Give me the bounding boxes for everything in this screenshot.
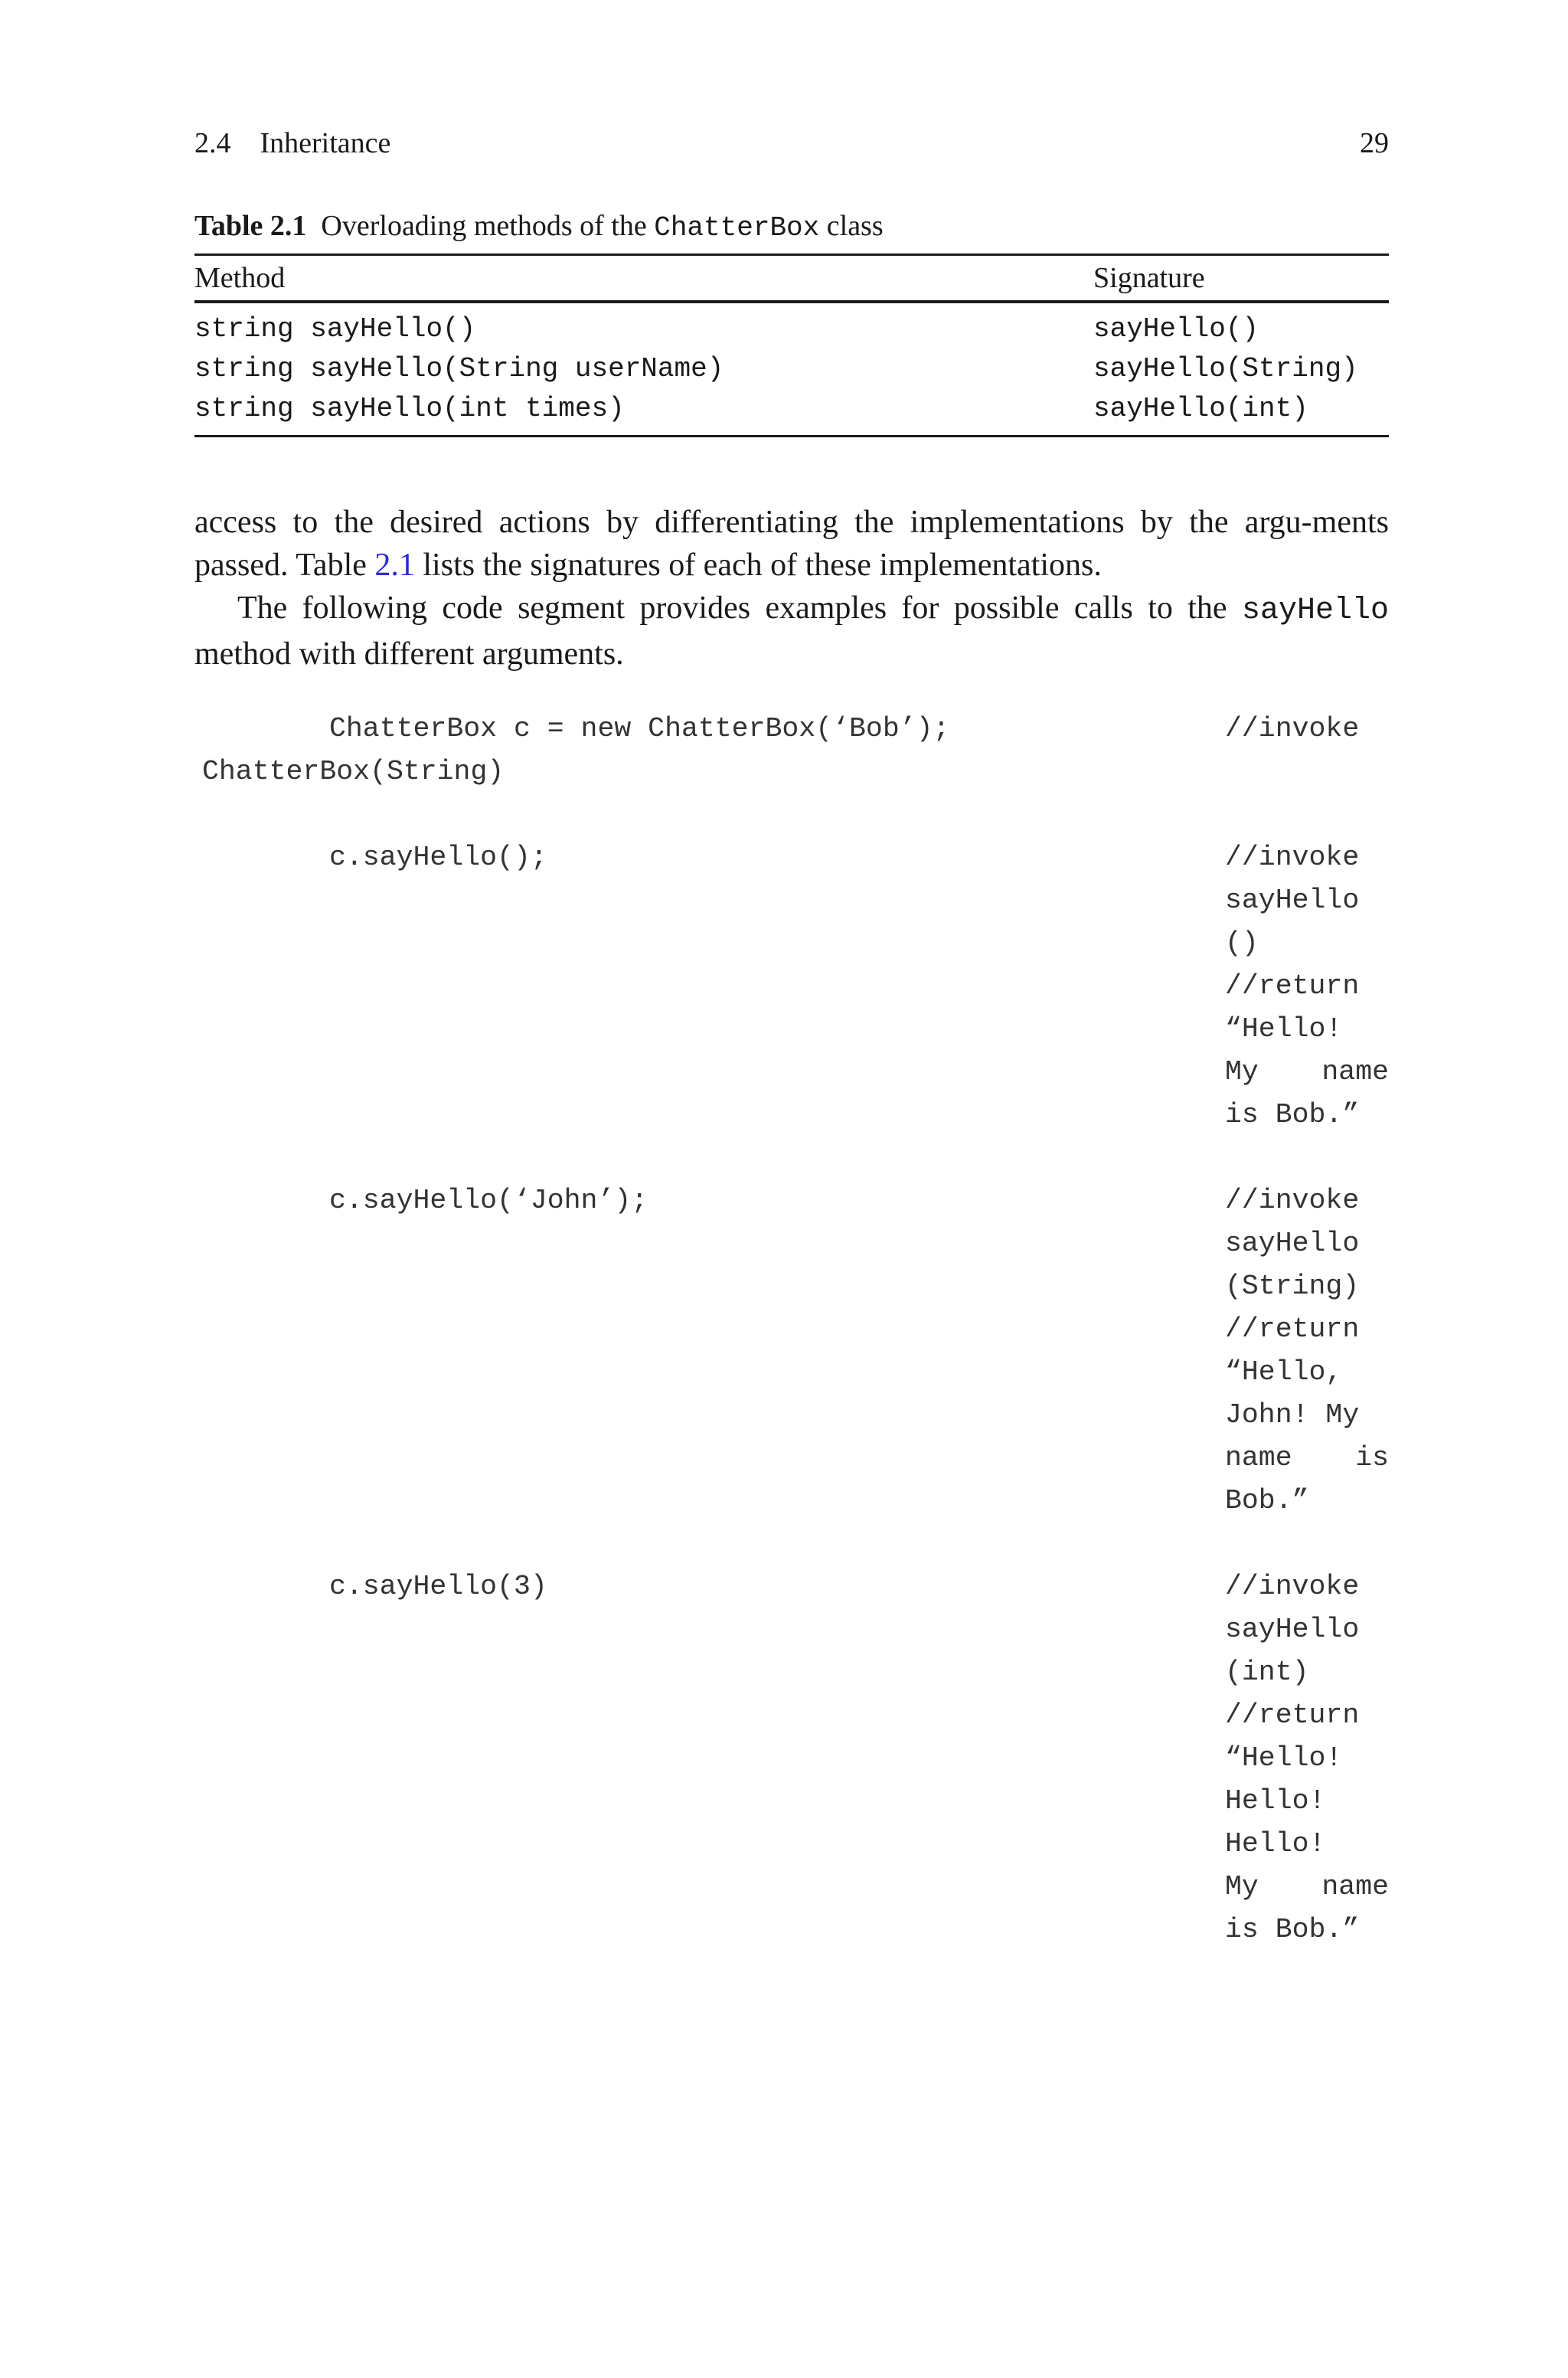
code-line [194,836,1389,1137]
code-comment [1225,836,1389,1137]
table-cell-signature: sayHello() [1093,313,1259,345]
comment-line: sayHello [1225,1228,1360,1259]
code-line [194,1565,1389,1951]
page-number: 29 [1360,127,1389,159]
code-comment [1225,1565,1389,1951]
table-cell-method: string sayHello(String userName) [194,353,724,384]
comment-line: is Bob.” [1225,1914,1360,1945]
comment-line: My name [1225,1056,1389,1088]
comment-line: “Hello, [1225,1356,1343,1388]
comment-line: //invoke [1225,842,1360,873]
comment-line: “Hello! [1225,1742,1343,1774]
comment-line: //invoke [1225,713,1360,744]
code-comment [1225,708,1389,751]
table-caption-label: Table 2.1 [194,210,307,242]
comment-line: (String) [1225,1271,1360,1302]
comment-line: //return [1225,1699,1360,1731]
comment-line: John! My [1225,1399,1360,1431]
table-caption-text: Overloading methods of the [321,210,647,242]
paragraph [194,587,1389,675]
section-title: Inheritance [260,127,391,159]
comment-line: Hello! [1225,1785,1326,1817]
comment-line: //return [1225,1313,1360,1345]
table-caption [194,207,1389,247]
code-statement: c.sayHello(‘John’); [329,1185,648,1216]
code-line [194,1179,1389,1523]
code-continuation: ChatterBox(String) [202,756,505,787]
table-header-row [194,255,1389,303]
signature-table [194,254,1389,437]
running-header [194,124,1389,162]
comment-line: “Hello! [1225,1013,1343,1045]
inline-code: sayHello [1241,594,1389,628]
code-line [194,708,1389,793]
comment-line: sayHello [1225,885,1360,916]
table-cell-method: string sayHello(int times) [194,389,1093,437]
code-comment [1225,1179,1389,1523]
paragraph-text: method with different arguments. [194,636,624,672]
column-header-signature: Signature [1093,255,1389,303]
comment-line: Bob.” [1225,1485,1309,1516]
comment-line: My name [1225,1871,1389,1902]
table-cell-signature: sayHello(int) [1093,389,1389,437]
table-2-1 [194,207,1389,437]
table-row [194,349,1389,389]
table-row [194,389,1389,437]
paragraph-text: The following code segment provides examples for possible calls to the [237,590,1242,626]
paragraph-text: lists the signatures of each of these implementations. [414,548,1102,583]
comment-line: () [1225,927,1259,959]
code-statement: c.sayHello(); [329,842,547,873]
body-text [194,501,1389,675]
table-row [194,302,1389,349]
table-reference-link[interactable]: 2.1 [374,548,415,583]
code-statement: c.sayHello(3) [329,1571,547,1602]
running-header-section [194,124,390,162]
table-caption-code: ChatterBox [654,212,820,244]
comment-line: //invoke [1225,1571,1360,1602]
comment-line: //invoke [1225,1185,1360,1216]
table-cell-signature: sayHello(String) [1093,353,1358,384]
comment-line: name is [1225,1442,1389,1474]
section-number: 2.4 [194,127,231,159]
paragraph [194,501,1389,587]
comment-line: //return [1225,970,1360,1002]
table-caption-text-end: class [826,210,884,242]
paragraph-text: access to the desired actions by differentiating the implementations by the argu-ments passed. Table [194,505,1389,583]
comment-line: is Bob.” [1225,1099,1360,1130]
comment-line: Hello! [1225,1828,1326,1860]
code-listing [194,708,1389,1951]
column-header-method: Method [194,255,1093,303]
comment-line: (int) [1225,1657,1309,1688]
comment-line: sayHello [1225,1614,1360,1645]
table-cell-method: string sayHello() [194,313,476,345]
code-statement: ChatterBox c = new ChatterBox(‘Bob’); [329,713,950,744]
